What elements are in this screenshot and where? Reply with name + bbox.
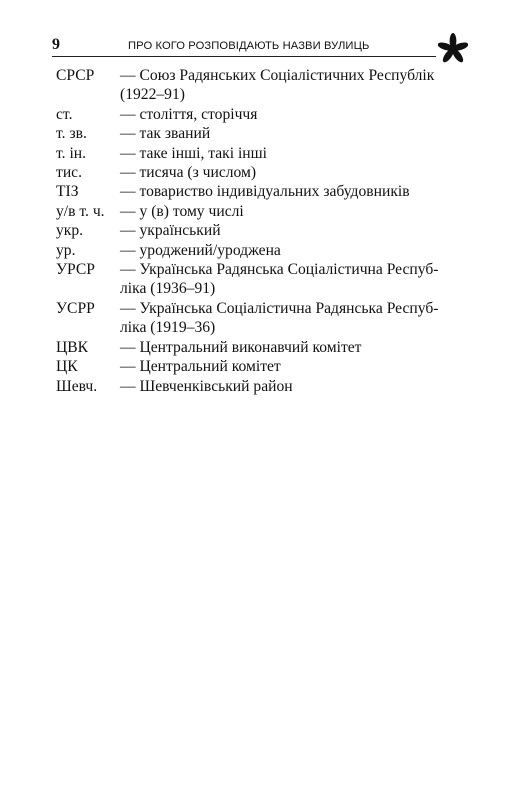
abbreviation-row [56, 241, 476, 260]
abbreviation-definition: — тисяча (з числом) [120, 164, 257, 182]
abbreviation-list [56, 66, 476, 396]
abbreviation-definition: — український [120, 222, 221, 240]
running-title: ПРО КОГО РОЗПОВІДАЮТЬ НАЗВИ ВУЛИЦЬ [128, 40, 370, 52]
abbreviation-definition: — таке інші, такі інші [120, 144, 267, 162]
abbreviation-definition: — у (в) тому числі [120, 202, 244, 220]
abbreviation-row [56, 357, 476, 376]
abbreviation-definition: — Шевченківський район [120, 377, 293, 395]
abbreviation-row [56, 221, 476, 240]
page-number: 9 [52, 36, 60, 53]
abbreviation-term: ТІЗ [56, 183, 79, 201]
abbreviation-row [56, 105, 476, 124]
abbreviation-definition: — Українська Радянська Соціалістична Респуб- ліка (1936–91) [120, 261, 439, 298]
page-header [52, 36, 462, 58]
abbreviation-term: СРСР [56, 67, 95, 84]
abbreviation-row [56, 144, 476, 163]
header-rule [52, 56, 436, 57]
abbreviation-term: т. ін. [56, 144, 87, 162]
abbreviation-row [56, 163, 476, 182]
abbreviation-term: ЦК [56, 358, 78, 376]
abbreviation-row [56, 202, 476, 221]
abbreviation-row [56, 66, 476, 105]
abbreviation-term: УРСР [56, 261, 95, 279]
abbreviation-term: УСРР [56, 299, 95, 317]
abbreviation-term: т. зв. [56, 125, 87, 143]
abbreviation-definition: — уроджений/уроджена [120, 241, 281, 259]
abbreviation-definition: — Центральний виконавчий комітет [120, 338, 362, 356]
abbreviation-definition: — Союз Радянських Соціалістичних Республік (1922–91) [120, 67, 435, 104]
abbreviation-term: ур. [56, 241, 76, 259]
abbreviation-row [56, 377, 476, 396]
abbreviation-definition: — Центральний комітет [120, 358, 281, 376]
abbreviation-term: ст. [56, 105, 73, 123]
abbreviation-row [56, 299, 476, 338]
abbreviation-definition: — так званий [120, 125, 211, 143]
abbreviation-row [56, 124, 476, 143]
abbreviation-term: укр. [56, 222, 84, 240]
abbreviation-definition: — Українська Соціалістична Радянська Респуб- ліка (1919–36) [120, 299, 439, 337]
abbreviation-row [56, 260, 476, 299]
abbreviation-term: у/в т. ч. [56, 202, 105, 220]
abbreviation-definition: — століття, сторіччя [120, 105, 258, 123]
abbreviation-term: тис. [56, 164, 82, 182]
chestnut-leaf-icon [438, 33, 468, 65]
abbreviation-row [56, 338, 476, 357]
abbreviation-term: ЦВК [56, 338, 89, 356]
abbreviation-row [56, 182, 476, 201]
abbreviation-term: Шевч. [56, 377, 98, 395]
abbreviation-definition: — товариство індивідуальних забудовників [120, 183, 410, 201]
